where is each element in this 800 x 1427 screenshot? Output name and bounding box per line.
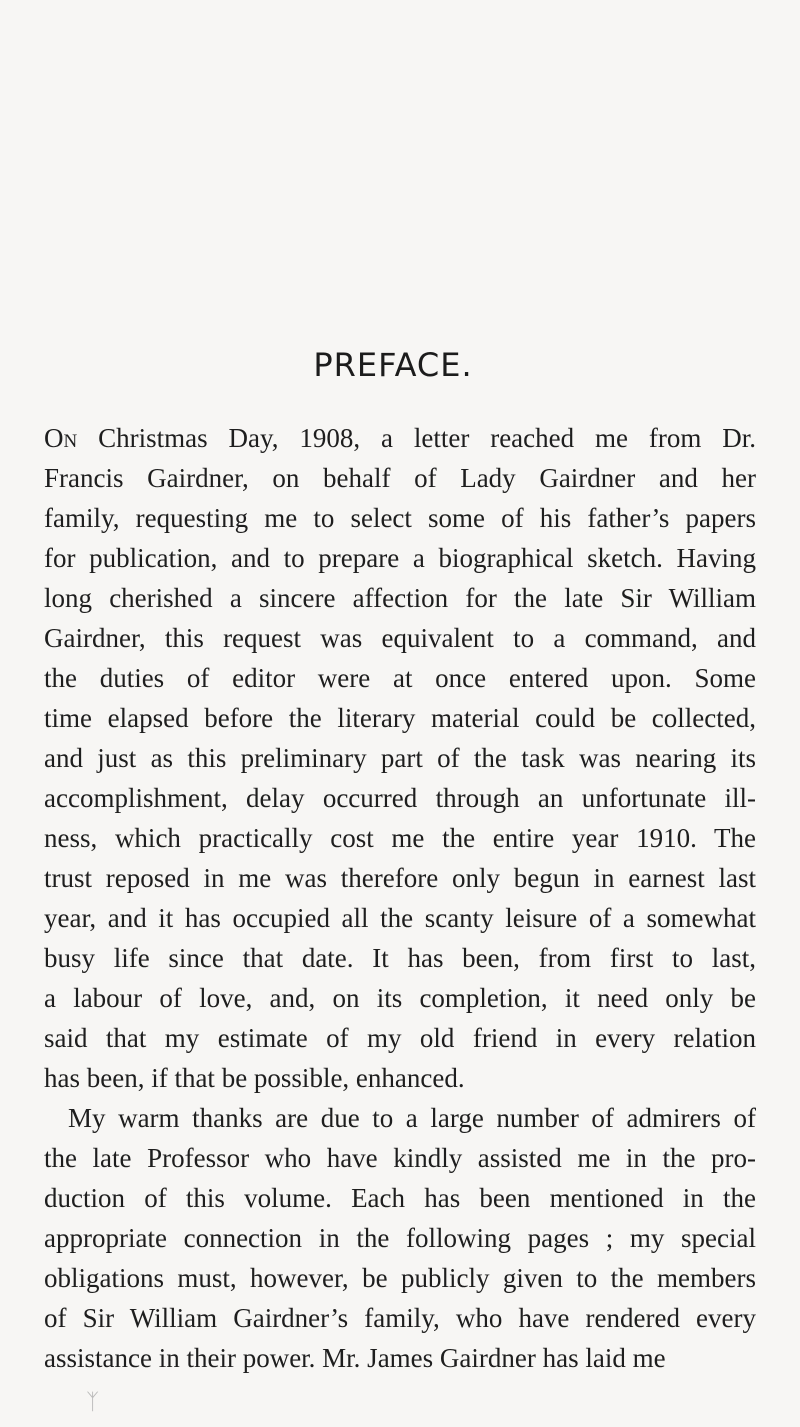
text-line: Francis Gairdner, on behalf of Lady Gairdner and her — [44, 463, 756, 493]
text-line: and just as this preliminary part of the task was nearing its — [44, 743, 756, 773]
text-line: assistance in their power. Mr. James Gairdner has laid me — [44, 1343, 666, 1373]
text-line: a labour of love, and, on its completion, it need only be — [44, 983, 756, 1013]
text-line: said that my estimate of my old friend in every relation — [44, 1023, 756, 1053]
text-line: ness, which practically cost me the entire year 1910. The — [44, 823, 756, 853]
text-line: trust reposed in me was therefore only begun in earnest last — [44, 863, 756, 893]
text-line: long cherished a sincere affection for the late Sir William — [44, 583, 756, 613]
text-line: the late Professor who have kindly assisted me in the pro- — [44, 1143, 756, 1173]
text-line: My warm thanks are due to a large number of admirers of — [68, 1103, 756, 1133]
text-line: time elapsed before the literary material could be collected, — [44, 703, 756, 733]
stamp-mark: ᛉ — [86, 1390, 100, 1415]
paragraph-1 — [44, 418, 756, 1098]
preface-body — [44, 418, 756, 1378]
text-line: obligations must, however, be publicly given to the members — [44, 1263, 756, 1293]
text-line: On Christmas Day, 1908, a letter reached me from Dr. — [44, 423, 756, 453]
text-line: of Sir William Gairdner’s family, who have rendered every — [44, 1303, 756, 1333]
text-line: busy life since that date. It has been, from first to last, — [44, 943, 756, 973]
text-line: year, and it has occupied all the scanty leisure of a somewhat — [44, 903, 756, 933]
text-line: family, requesting me to select some of his father’s papers — [44, 503, 756, 533]
text-line: for publication, and to prepare a biographical sketch. Having — [44, 543, 756, 573]
text-line: duction of this volume. Each has been mentioned in the — [44, 1183, 756, 1213]
text-line: appropriate connection in the following pages ; my special — [44, 1223, 756, 1253]
text-line: Gairdner, this request was equivalent to a command, and — [44, 623, 756, 653]
paragraph-2 — [44, 1098, 756, 1378]
text-line: the duties of editor were at once entered upon. Some — [44, 663, 756, 693]
text-line: accomplishment, delay occurred through an unfortunate ill- — [44, 783, 756, 813]
page-title: PREFACE. — [313, 346, 473, 384]
text-line: has been, if that be possible, enhanced. — [44, 1063, 465, 1093]
